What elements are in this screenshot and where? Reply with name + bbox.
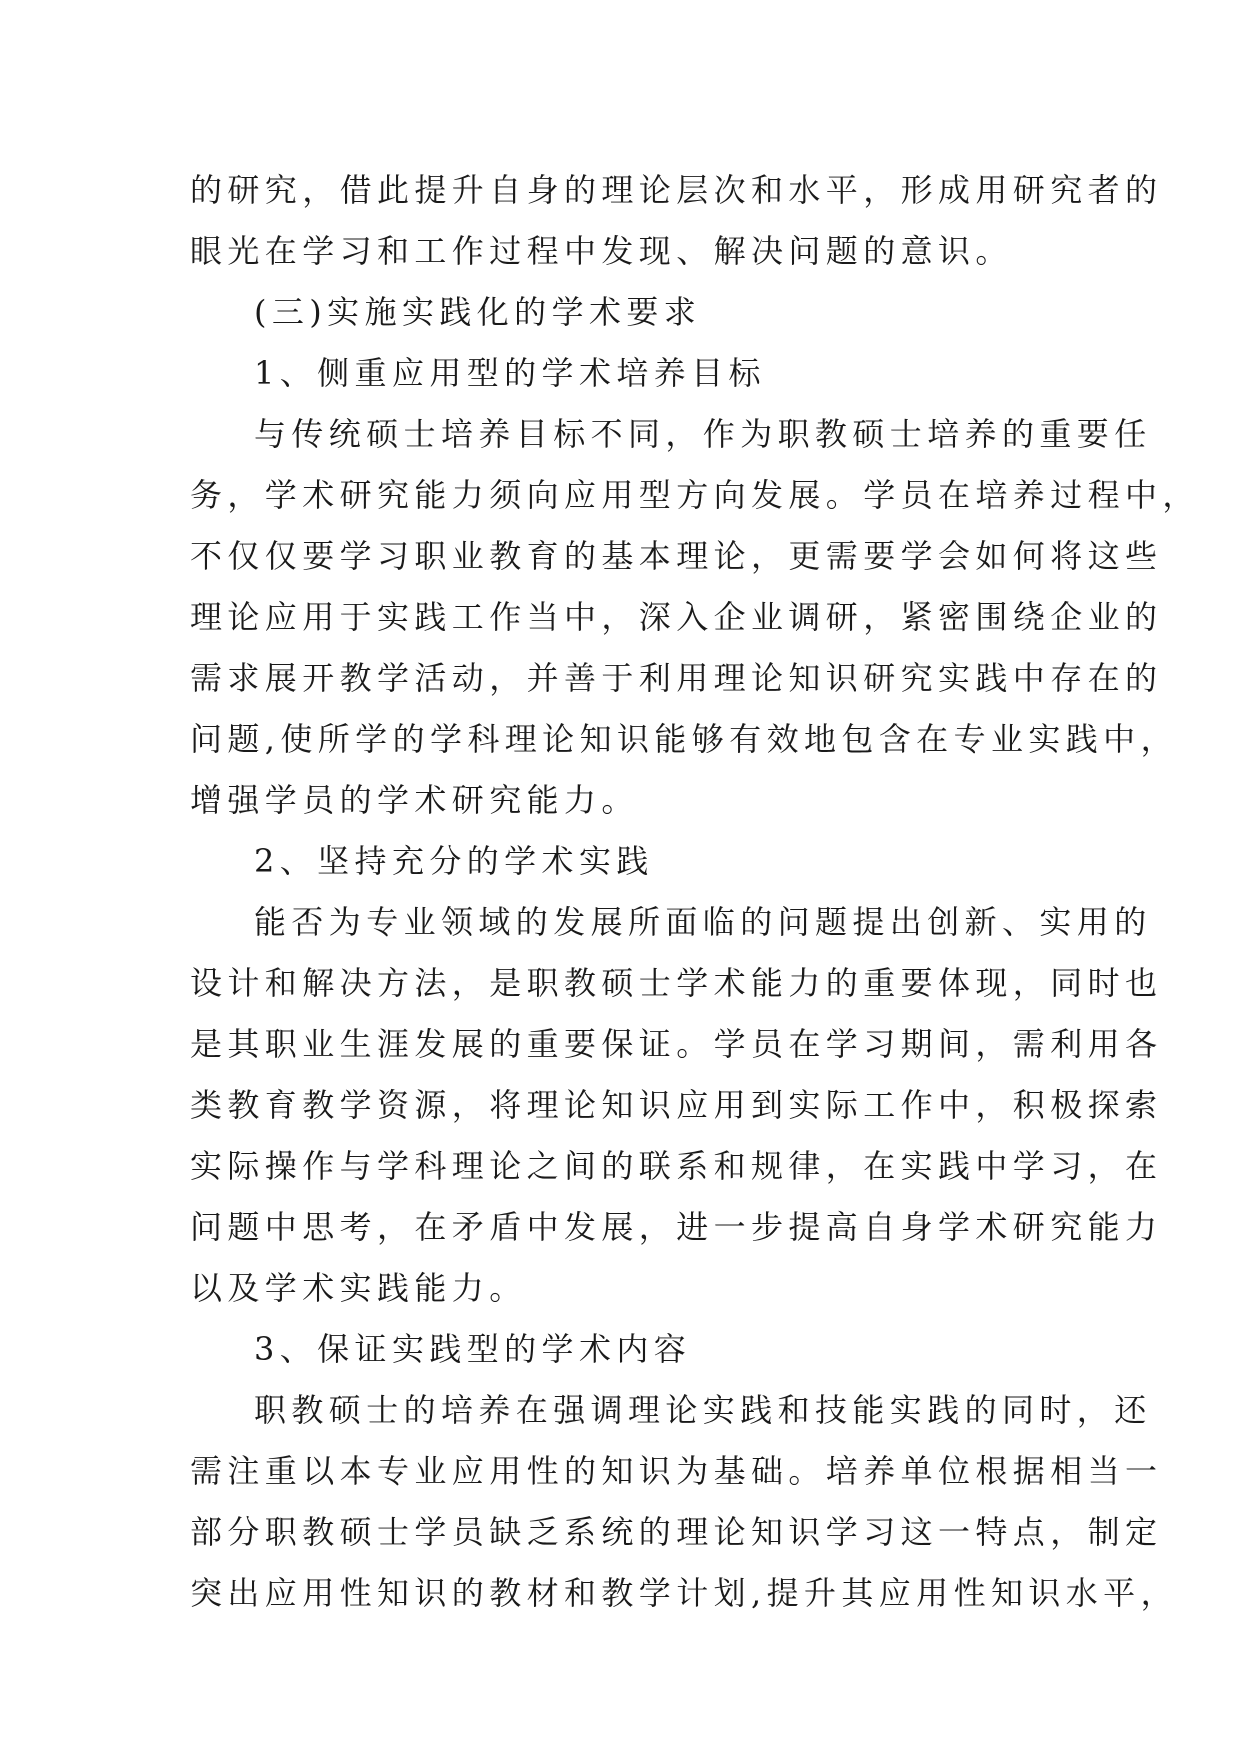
- text-line-14: 设计和解决方法，是职教硕士学术能力的重要体现，同时也: [190, 964, 1163, 1002]
- text-line-23: 部分职教硕士学员缺乏系统的理论知识学习这一特点，制定: [190, 1513, 1163, 1551]
- text-line-13: 能否为专业领域的发展所面临的问题提出创新、实用的: [254, 903, 1152, 941]
- subheading-1: 1、侧重应用型的学术培养目标: [254, 354, 766, 392]
- text-line-9: 需求展开教学活动，并善于利用理论知识研究实践中存在的: [190, 659, 1163, 697]
- text-line-2: 眼光在学习和工作过程中发现、解决问题的意识。: [190, 232, 1013, 270]
- text-line-24: 突出应用性知识的教材和教学计划,提升其应用性知识水平，: [190, 1574, 1178, 1612]
- text-line-18: 问题中思考，在矛盾中发展，进一步提高自身学术研究能力: [190, 1208, 1163, 1246]
- text-line-1: 的研究，借此提升自身的理论层次和水平，形成用研究者的: [190, 171, 1163, 209]
- text-line-5: 与传统硕士培养目标不同，作为职教硕士培养的重要任: [254, 415, 1152, 453]
- text-line-6: 务，学术研究能力须向应用型方向发展。学员在培养过程中，: [190, 476, 1200, 514]
- text-line-22: 需注重以本专业应用性的知识为基础。培养单位根据相当一: [190, 1452, 1163, 1490]
- subheading-2: 2、坚持充分的学术实践: [254, 842, 654, 880]
- text-line-7: 不仅仅要学习职业教育的基本理论，更需要学会如何将这些: [190, 537, 1163, 575]
- text-line-17: 实际操作与学科理论之间的联系和规律，在实践中学习，在: [190, 1147, 1163, 1185]
- text-line-15: 是其职业生涯发展的重要保证。学员在学习期间，需利用各: [190, 1025, 1163, 1063]
- text-line-16: 类教育教学资源，将理论知识应用到实际工作中，积极探索: [190, 1086, 1163, 1124]
- text-line-10: 问题,使所学的学科理论知识能够有效地包含在专业实践中，: [190, 720, 1178, 758]
- text-line-8: 理论应用于实践工作当中，深入企业调研，紧密围绕企业的: [190, 598, 1163, 636]
- text-line-11: 增强学员的学术研究能力。: [190, 781, 639, 819]
- body-text: [190, 160, 1200, 1624]
- text-line-19: 以及学术实践能力。: [190, 1269, 527, 1307]
- text-line-21: 职教硕士的培养在强调理论实践和技能实践的同时，还: [254, 1391, 1152, 1429]
- subheading-3: 3、保证实践型的学术内容: [254, 1330, 692, 1368]
- section-heading: (三)实施实践化的学术要求: [254, 293, 702, 331]
